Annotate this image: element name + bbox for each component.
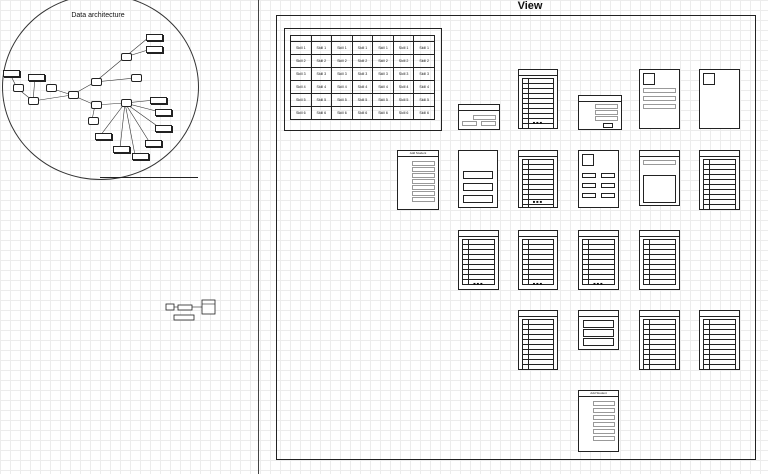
mini-table-cell (463, 270, 469, 274)
menu-screen (458, 150, 498, 208)
skill-cell: Skill 4 (414, 81, 435, 94)
form-field[interactable] (593, 415, 615, 420)
skill-cell: Skill 3 (373, 68, 394, 81)
mini-table-cell (523, 330, 529, 334)
skill-cell: Skill 2 (311, 55, 332, 68)
mini-table-row (523, 365, 553, 369)
mini-table-cell (704, 345, 710, 349)
mini-table-cell (644, 325, 650, 329)
profile-field (643, 88, 676, 93)
mini-table-cell (644, 250, 650, 254)
skills-table-row (291, 42, 435, 55)
mini-table-cell (523, 160, 529, 164)
skill-cell: Skill 5 (332, 94, 353, 107)
mini-table-cell (523, 200, 529, 204)
arch-table (3, 70, 20, 77)
form-field[interactable] (593, 422, 615, 427)
action-button[interactable] (582, 183, 596, 188)
screen-caption (579, 311, 618, 317)
arch-table (28, 74, 45, 81)
mini-table-cell (463, 255, 469, 259)
avatar-icon (703, 73, 715, 85)
notes-screen (639, 150, 680, 206)
mini-table-cell (523, 265, 529, 269)
mini-table-cell (644, 345, 650, 349)
mini-table-cell (523, 240, 529, 244)
mini-table-cell (704, 190, 710, 194)
component-group (165, 299, 217, 323)
mini-table-cell (704, 320, 710, 324)
mini-table-cell (463, 240, 469, 244)
skill-cell: Skill 1 (332, 42, 353, 55)
view-divider (258, 0, 259, 474)
mini-table-cell (704, 355, 710, 359)
mini-table-cell (644, 245, 650, 249)
skills-matrix-screen (284, 28, 442, 131)
mini-table-cell (644, 270, 650, 274)
mini-table-cell (523, 99, 529, 103)
mini-table-cell (644, 340, 650, 344)
form-screen (578, 95, 622, 130)
architecture-connectors (0, 0, 200, 180)
add-student-screen (397, 150, 439, 210)
screen-caption (700, 151, 739, 157)
form-field[interactable] (412, 179, 435, 184)
pager[interactable]: ■■■ (532, 281, 544, 286)
mini-table-cell (704, 185, 710, 189)
skill-cell: Skill 6 (373, 107, 394, 120)
action-button[interactable] (601, 173, 615, 178)
skill-cell: Skill 5 (393, 94, 414, 107)
screen-caption (579, 231, 618, 237)
mini-table-cell (523, 260, 529, 264)
pager[interactable]: ■■■ (532, 199, 544, 204)
skill-cell: Skill 6 (291, 107, 312, 120)
mini-table-cell (704, 200, 710, 204)
skill-cell: Skill 4 (291, 81, 312, 94)
mini-table-cell (523, 104, 529, 108)
mini-table-cell (523, 255, 529, 259)
list-screen (699, 310, 740, 370)
screen-caption (640, 311, 679, 317)
arch-node (13, 84, 24, 92)
avatar-icon (643, 73, 655, 85)
mini-table-cell (523, 185, 529, 189)
mini-table-cell (523, 335, 529, 339)
mini-table-cell (523, 180, 529, 184)
skills-table-row (291, 81, 435, 94)
arch-node (121, 53, 132, 61)
skill-cell: Skill 1 (373, 42, 394, 55)
screen-caption (519, 231, 557, 237)
mini-table-cell (463, 250, 469, 254)
arch-table (132, 153, 149, 160)
mini-table-cell (704, 175, 710, 179)
mini-table-cell (523, 79, 529, 83)
form-field[interactable] (462, 121, 477, 126)
mini-table-cell (704, 330, 710, 334)
menu-button[interactable] (583, 329, 614, 337)
mini-table-cell (583, 240, 589, 244)
skill-cell: Skill 4 (352, 81, 373, 94)
skill-cell: Skill 5 (291, 94, 312, 107)
mini-table-cell (704, 165, 710, 169)
mini-table-cell (523, 365, 529, 369)
mini-table-cell (523, 84, 529, 88)
form-field[interactable] (473, 115, 496, 120)
add-student-title: Add Student (579, 391, 618, 397)
list-screen (518, 69, 558, 129)
mini-table-cell (583, 255, 589, 259)
skills-table-row (291, 68, 435, 81)
grid-screen (578, 230, 619, 290)
arch-table (155, 125, 172, 132)
mini-table-cell (644, 260, 650, 264)
arch-node (28, 97, 39, 105)
mini-table-cell (704, 335, 710, 339)
mini-table-cell (523, 355, 529, 359)
screen-caption (519, 311, 557, 317)
arch-table (155, 109, 172, 116)
mini-table-cell (704, 365, 710, 369)
list-screen (639, 230, 680, 290)
skill-cell: Skill 4 (332, 81, 353, 94)
skill-cell: Skill 2 (373, 55, 394, 68)
skill-cell: Skill 5 (311, 94, 332, 107)
mini-table-cell (583, 270, 589, 274)
mini-table-cell (644, 360, 650, 364)
mini-table-cell (523, 190, 529, 194)
skill-cell: Skill 2 (393, 55, 414, 68)
pager[interactable]: ■■■ (593, 281, 604, 286)
mini-table-cell (523, 270, 529, 274)
mini-table-cell (704, 340, 710, 344)
screen-caption (700, 311, 739, 317)
mini-table-cell (704, 180, 710, 184)
mini-table-cell (704, 205, 710, 209)
list-screen (458, 230, 499, 290)
arch-table (95, 133, 112, 140)
skill-cell: Skill 6 (414, 107, 435, 120)
form-field[interactable] (593, 401, 615, 406)
mini-table-cell (523, 340, 529, 344)
skill-cell: Skill 4 (373, 81, 394, 94)
menu-button[interactable] (463, 195, 493, 203)
mini-table-cell (704, 360, 710, 364)
list-screen (518, 310, 558, 370)
arch-node (91, 101, 102, 109)
mini-table-cell (523, 280, 529, 284)
screen-caption (579, 96, 621, 102)
skill-cell: Skill 5 (373, 94, 394, 107)
mini-table-cell (583, 275, 589, 279)
component-group-shapes (165, 299, 217, 323)
skill-cell: Skill 6 (332, 107, 353, 120)
form-field[interactable] (643, 160, 676, 165)
list-screen (639, 310, 680, 370)
mini-table-cell (523, 205, 529, 208)
mini-table-cell (523, 94, 529, 98)
list-table (522, 319, 554, 370)
form-field[interactable] (412, 167, 435, 172)
form-field[interactable] (593, 408, 615, 413)
avatar-icon (582, 154, 594, 166)
profile-actions-screen (578, 150, 619, 208)
screen-caption (640, 231, 679, 237)
skill-cell: Skill 6 (311, 107, 332, 120)
mini-table-cell (704, 170, 710, 174)
form-field[interactable] (595, 104, 618, 109)
pager[interactable]: ■■■ (532, 120, 544, 125)
form-field[interactable] (595, 116, 618, 121)
form-field[interactable] (412, 197, 435, 202)
mini-table-cell (523, 325, 529, 329)
notes-area[interactable] (643, 175, 676, 203)
action-button[interactable] (601, 193, 615, 198)
action-menu-screen (578, 310, 619, 350)
list-table (522, 239, 554, 285)
skill-cell: Skill 3 (291, 68, 312, 81)
add-student-screen-2 (578, 390, 619, 452)
arch-table (150, 97, 167, 104)
arch-table (146, 34, 163, 41)
mini-table-cell (523, 250, 529, 254)
screen-caption (459, 105, 499, 111)
mini-table-cell (523, 165, 529, 169)
mini-table-cell (523, 175, 529, 179)
arch-node (46, 84, 57, 92)
skills-table (290, 35, 435, 120)
mini-table-cell (463, 280, 469, 284)
skill-cell: Skill 2 (352, 55, 373, 68)
mini-table-cell (523, 275, 529, 279)
mini-table-cell (644, 275, 650, 279)
arch-node (88, 117, 99, 125)
form-field[interactable] (412, 173, 435, 178)
form-field[interactable] (412, 161, 435, 166)
mini-table-cell (523, 114, 529, 118)
mini-table-cell (523, 360, 529, 364)
skill-cell: Skill 3 (414, 68, 435, 81)
mini-table-cell (583, 245, 589, 249)
list-screen (518, 150, 558, 208)
list-table (703, 159, 736, 210)
screen-caption (519, 70, 557, 76)
form-field[interactable] (595, 110, 618, 115)
view-title: View (517, 0, 543, 12)
pager[interactable]: ■■■ (473, 281, 484, 286)
list-screen (518, 230, 558, 290)
list-table (462, 239, 495, 285)
skill-cell: Skill 2 (332, 55, 353, 68)
arch-table (113, 146, 130, 153)
skills-table-row (291, 94, 435, 107)
skill-cell: Skill 6 (352, 107, 373, 120)
mini-table-cell (463, 260, 469, 264)
mini-table-cell (644, 330, 650, 334)
profile-detail-screen (699, 69, 740, 129)
form-field[interactable] (593, 429, 615, 434)
skill-cell: Skill 4 (311, 81, 332, 94)
arch-node (68, 91, 79, 99)
submit-button[interactable] (603, 123, 613, 128)
screen-caption (519, 151, 557, 157)
form-field[interactable] (412, 191, 435, 196)
mini-table-cell (644, 365, 650, 369)
mini-table-cell (644, 335, 650, 339)
mini-table-cell (583, 265, 589, 269)
skill-cell: Skill 6 (393, 107, 414, 120)
skill-cell: Skill 1 (291, 42, 312, 55)
mini-table-cell (523, 109, 529, 113)
mini-table-cell (463, 245, 469, 249)
mini-table-cell (523, 350, 529, 354)
mini-table-cell (523, 195, 529, 199)
arch-node (121, 99, 132, 107)
mini-table-row (644, 280, 675, 284)
action-button[interactable] (582, 193, 596, 198)
list-screen (699, 150, 740, 210)
mini-table-cell (523, 124, 529, 128)
menu-button[interactable] (463, 183, 493, 191)
list-table (703, 319, 736, 370)
mini-table-row (644, 365, 675, 369)
skill-cell: Skill 3 (393, 68, 414, 81)
form-field[interactable] (412, 185, 435, 190)
mini-table-cell (523, 245, 529, 249)
list-table (643, 239, 676, 285)
architecture-title: Data architecture (71, 12, 125, 19)
skill-cell: Skill 5 (352, 94, 373, 107)
mini-table-cell (644, 240, 650, 244)
mini-table-cell (523, 89, 529, 93)
mini-table-cell (583, 280, 589, 284)
mini-table-cell (523, 320, 529, 324)
form-button[interactable] (481, 121, 496, 126)
mini-table-cell (583, 260, 589, 264)
skill-cell: Skill 1 (311, 42, 332, 55)
form-field[interactable] (593, 436, 615, 441)
skill-cell: Skill 1 (414, 42, 435, 55)
arch-node (131, 74, 142, 82)
skill-cell: Skill 5 (414, 94, 435, 107)
arch-table (145, 140, 162, 147)
mini-table-cell (463, 265, 469, 269)
arch-table (146, 46, 163, 53)
profile-field (643, 104, 676, 109)
skill-cell: Skill 1 (393, 42, 414, 55)
add-student-title: Add Student (398, 151, 438, 157)
menu-button[interactable] (583, 338, 614, 346)
skill-cell: Skill 2 (291, 55, 312, 68)
mini-table-cell (583, 250, 589, 254)
mini-table-cell (463, 275, 469, 279)
action-button[interactable] (582, 173, 596, 178)
list-table (643, 319, 676, 370)
mini-table-row (704, 205, 735, 209)
mini-table-cell (644, 320, 650, 324)
skills-table-row (291, 107, 435, 120)
mini-table-cell (644, 265, 650, 269)
mini-table-cell (704, 160, 710, 164)
skill-cell: Skill 4 (393, 81, 414, 94)
screen-caption (640, 151, 679, 157)
screen-caption (459, 231, 498, 237)
skills-table-body (291, 42, 435, 120)
skill-cell: Skill 2 (414, 55, 435, 68)
mini-table-row (523, 205, 553, 208)
mini-table-cell (523, 170, 529, 174)
profile-field (643, 96, 676, 101)
menu-button[interactable] (583, 320, 614, 328)
mini-table-cell (704, 350, 710, 354)
mini-table-cell (704, 195, 710, 199)
mini-table-cell (644, 255, 650, 259)
mini-table-row (704, 365, 735, 369)
arch-node (91, 78, 102, 86)
action-button[interactable] (601, 183, 615, 188)
mini-table-cell (644, 350, 650, 354)
skill-cell: Skill 1 (352, 42, 373, 55)
mini-table-cell (523, 119, 529, 123)
mini-table-cell (644, 280, 650, 284)
skill-cell: Skill 3 (352, 68, 373, 81)
menu-button[interactable] (463, 171, 493, 179)
grid-table (582, 239, 615, 285)
mini-table-cell (523, 345, 529, 349)
skills-table-row (291, 55, 435, 68)
profile-screen (639, 69, 680, 129)
mini-table-cell (644, 355, 650, 359)
skill-cell: Skill 3 (311, 68, 332, 81)
mini-table-cell (704, 325, 710, 329)
create-form-screen (458, 104, 500, 130)
skill-cell: Skill 3 (332, 68, 353, 81)
